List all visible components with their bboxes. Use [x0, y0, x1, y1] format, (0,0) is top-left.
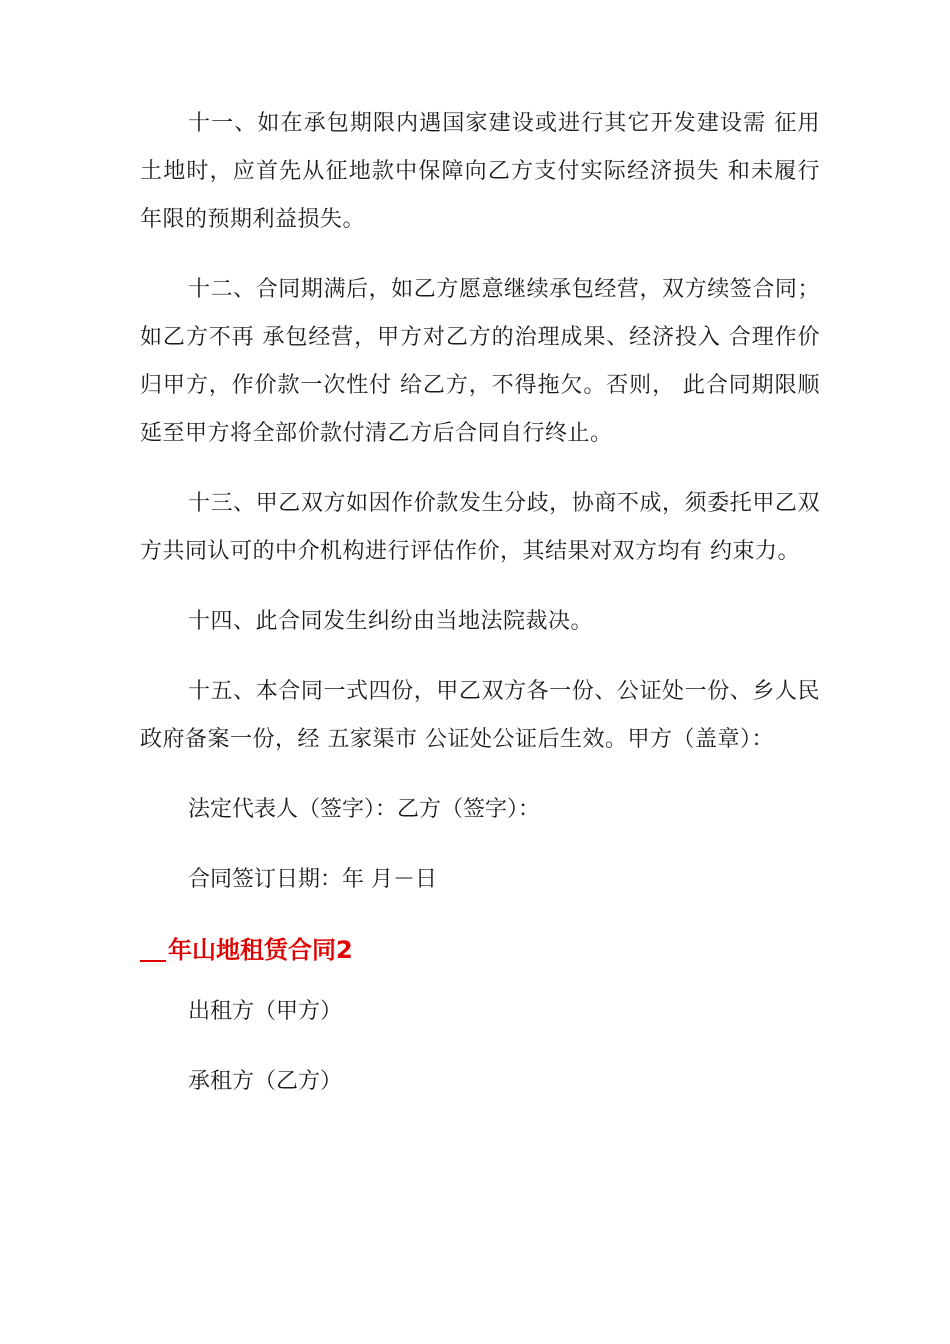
document-page [140, 100, 820, 1128]
lessor-line: 出租方（甲方） [188, 999, 343, 1024]
clause-12: 十二、合同期满后，如乙方愿意继续承包经营，双方续签合同；如乙方不再 承包经营，甲方对乙方的治理成果、经济投入 合理作价归甲方，作价款一次性付 给乙方，不得拖欠。否则， 此合同期限顺延至甲方将全部价款付清乙方后合同自行终止。 [140, 277, 820, 446]
signature-line: 法定代表人（签字）：乙方（签字）： [188, 797, 541, 822]
clause-14: 十四、此合同发生纠纷由当地法院裁决。 [188, 609, 594, 634]
lessee-line: 承租方（乙方） [188, 1069, 343, 1094]
year-blank [140, 934, 166, 962]
section-title-text: 年山地租赁合同2 [168, 936, 353, 964]
clause-13: 十三、甲乙双方如因作价款发生分歧，协商不成，须委托甲乙双方共同认可的中介机构进行评估作价，其结果对双方均有 约束力。 [140, 491, 820, 564]
date-line: 合同签订日期：年 月－日 [188, 867, 437, 892]
clause-15: 十五、本合同一式四份，甲乙双方各一份、公证处一份、乡人民政府备案一份，经 五家渠市 公证处公证后生效。甲方（盖章）： [140, 679, 820, 752]
clause-11: 十一、如在承包期限内遇国家建设或进行其它开发建设需 征用土地时，应首先从征地款中保障向乙方支付实际经济损失 和未履行年限的预期利益损失。 [140, 111, 820, 232]
section-title [140, 930, 820, 970]
